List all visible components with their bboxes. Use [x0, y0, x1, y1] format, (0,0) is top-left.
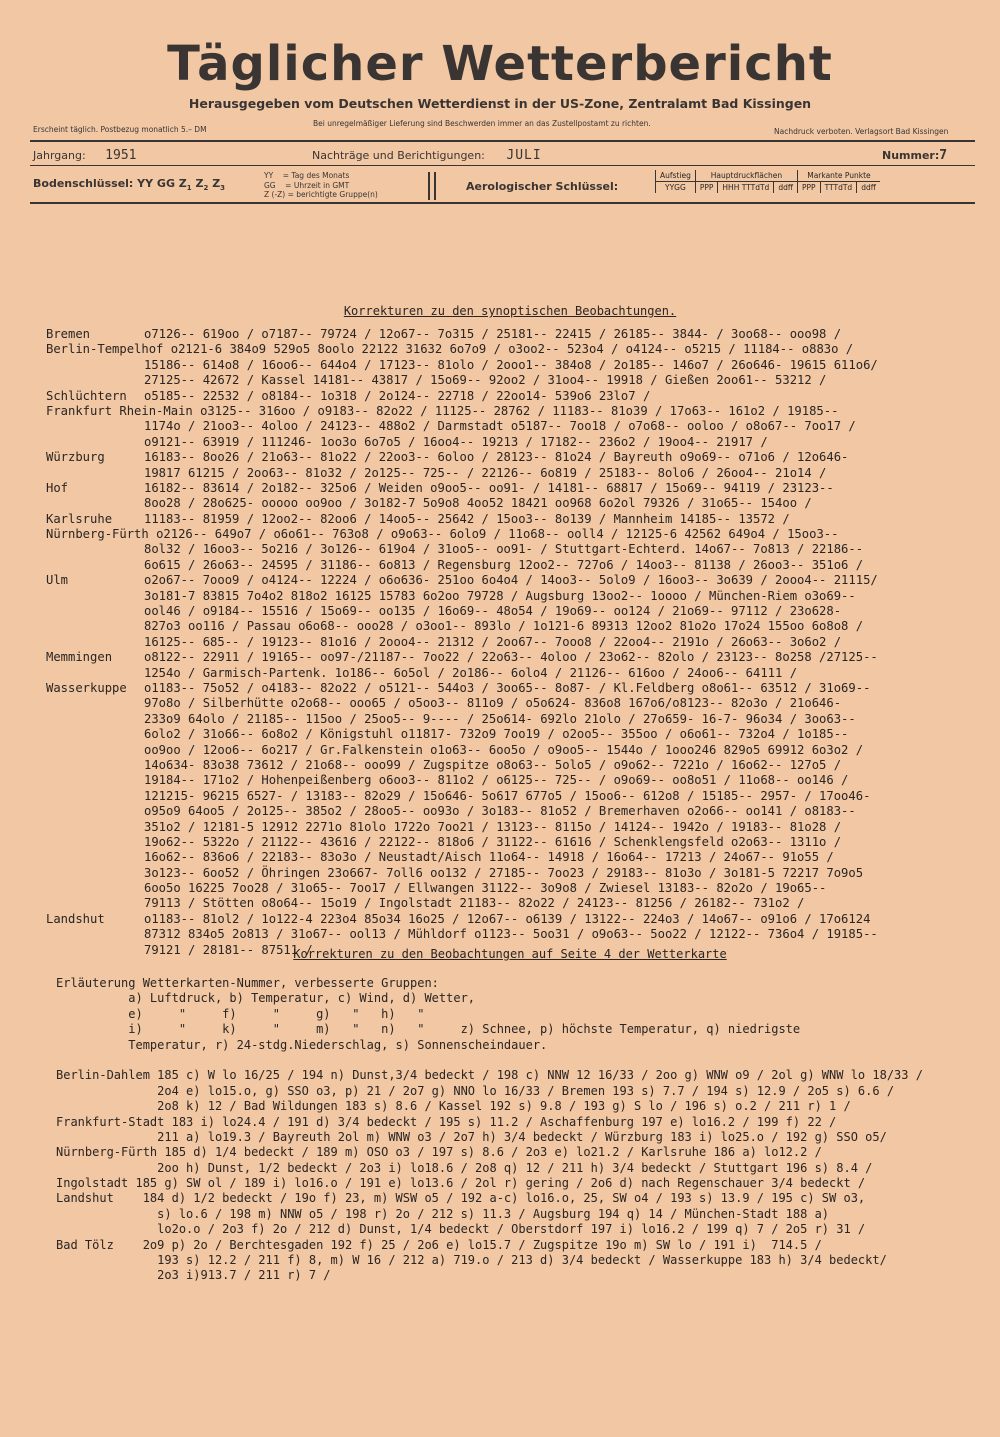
correction-line: [46, 850, 878, 865]
correction-text: 351o2 / 12181-5 12912 2271o 81olo 1722o 7oo21 / 13123-- 8115o / 14124-- 1942o / 19183-- 81o28 /: [144, 819, 842, 834]
correction-line: [46, 681, 878, 696]
correction-line: [46, 466, 878, 481]
correction-line: [46, 912, 878, 927]
synoptic-corrections-block: [46, 327, 878, 958]
map-correction-line: Landshut 184 d) 1/2 bedeckt / 19o f) 23, m) WSW o5 / 192 a-c) lo16.o, 25, SW o4 / 193 s) 13.9 / 195 c) SW o3,: [56, 1191, 866, 1206]
aero-col: PPP: [695, 182, 718, 194]
supplement-info: [312, 148, 542, 163]
correction-text: 19184-- 171o2 / Hohenpeißenberg o6oo3-- 811o2 / o6125-- 725-- / o9o69-- oo8o51 / 11o68-- oo146 /: [144, 773, 849, 788]
map-correction-line: Temperatur, r) 24-stdg.Niederschlag, s) Sonnenscheindauer.: [56, 1037, 548, 1052]
correction-line: [46, 573, 878, 588]
station-name: Frankfurt Rhein-Main: [46, 403, 193, 418]
station-name: Nürnberg-Fürth: [46, 527, 149, 542]
key-gg: GG = Uhrzeit in GMT: [264, 180, 350, 190]
correction-line: [46, 373, 878, 388]
correction-line: [46, 358, 878, 373]
page-title: Täglicher Wetterbericht: [167, 36, 833, 92]
correction-text: 8ol32 / 16oo3-- 5o216 / 3o126-- 619o4 / 31oo5-- oo91- / Stuttgart-Echterd. 14o67-- 7o813 / 22186--: [144, 542, 864, 557]
map-correction-line: 2o3 i)913.7 / 211 r) 7 /: [56, 1268, 331, 1283]
correction-line: [46, 404, 878, 419]
aero-head-main: Hauptdruckflächen: [695, 170, 797, 182]
volume-value: 1951: [105, 148, 137, 163]
map-correction-line: 193 s) 12.2 / 211 f) 8, m) W 16 / 212 a) 719.o / 213 d) 3/4 bedeckt / Wasserkuppe 183 h) 3/4 bedeckt/: [56, 1253, 887, 1268]
surface-key-sub1: 1: [186, 184, 192, 193]
station-name: Landshut: [46, 911, 105, 926]
correction-line: [46, 527, 878, 542]
aero-key-table: [655, 170, 880, 193]
delivery-note: Bei unregelmäßiger Lieferung sind Beschwerden immer an das Zustellpostamt zu richten.: [313, 119, 651, 128]
publisher-line: Herausgegeben vom Deutschen Wetterdienst in der US-Zone, Zentralamt Bad Kissingen: [188, 96, 812, 111]
correction-text: 97o8o / Silberhütte o2o68-- ooo65 / o5oo3-- 811o9 / o5o624- 836o8 167o6/o8123-- 82o3o / 21o646-: [144, 696, 842, 711]
station-name: Ulm: [46, 573, 69, 588]
correction-text: 16o62-- 836o6 / 22183-- 83o3o / Neustadt/Aisch 11o64-- 14918 / 16o64-- 17213 / 24o67-- 91o55 /: [144, 850, 834, 865]
correction-line: [46, 727, 878, 742]
map-correction-line: Bad Tölz 2o9 p) 2o / Berchtesgaden 192 f) 25 / 2o6 e) lo15.7 / Zugspitze 19o m) SW lo / 191 i) 714.5 /: [56, 1237, 822, 1252]
surface-key: [33, 177, 225, 192]
correction-text: 233o9 64olo / 21185-- 115oo / 25oo5-- 9---- / 25o614- 692lo 21olo / 27o659- 16-7- 96o34 / 3oo63--: [144, 711, 856, 726]
correction-text: 15186-- 614o8 / 16oo6-- 644o4 / 17123-- 81olo / 2ooo1-- 384o8 / 2o185-- 146o7 / 26o646- 19615 611o6/: [144, 357, 878, 372]
header-rule-top: [30, 140, 975, 142]
correction-line: [46, 743, 878, 758]
correction-text: o5185-- 22532 / o8184-- 1o318 / 2o124-- 22718 / 22oo14- 539o6 23lo7 /: [144, 388, 651, 403]
map-correction-line: lo2o.o / 2o3 f) 2o / 212 d) Dunst, 1/4 bedeckt / Oberstdorf 197 i) lo16.2 / 199 q) 7 / 2o5 r) 31 /: [56, 1222, 866, 1237]
correction-text: 19o62-- 5322o / 21122-- 43616 / 22122-- 818o6 / 31122-- 61616 / Schenklengsfeld o2o63-- 1311o /: [144, 834, 842, 849]
map-correction-line: Nürnberg-Fürth 185 d) 1/4 bedeckt / 189 m) OSO o3 / 197 s) 8.6 / 2o3 e) lo21.2 / Karlsruhe 186 a) lo12.2 /: [56, 1145, 822, 1160]
correction-line: [46, 619, 878, 634]
supplement-month: JULI: [506, 148, 542, 163]
correction-text: 3o123-- 6oo52 / Öhringen 23o667- 7oll6 oo132 / 27185-- 7oo23 / 29183-- 81o3o / 3o181-5 72217 7o9o5: [144, 865, 864, 880]
correction-text: oo9oo / 12oo6-- 6o217 / Gr.Falkenstein o1o63-- 6oo5o / o9oo5-- 1544o / 1ooo246 829o5 69912 6o3o2 /: [144, 742, 864, 757]
key-yy: YY = Tag des Monats: [264, 171, 350, 180]
correction-line: [46, 450, 878, 465]
correction-line: [46, 666, 878, 681]
correction-line: [46, 712, 878, 727]
issue-number: [882, 148, 947, 163]
issue-label: Nummer:: [882, 149, 940, 162]
station-name: Schlüchtern: [46, 388, 127, 403]
correction-text: o2o67-- 7ooo9 / o4124-- 12224 / o6o636- 251oo 6o4o4 / 14oo3-- 5olo9 / 16oo3-- 3o639 / 2ooo4-- 21115/: [144, 573, 878, 588]
map-corrections-block: [56, 976, 923, 1284]
volume-label: Jahrgang:: [33, 149, 86, 162]
correction-text: 16125-- 685-- / 19123-- 81o16 / 2ooo4-- 21312 / 2oo67-- 7ooo8 / 22oo4-- 2191o / 26o63-- 3o6o2 /: [144, 634, 842, 649]
correction-text: 1254o / Garmisch-Partenk. 1o186-- 6o5ol / 2o186-- 6olo4 / 21126-- 616oo / 24oo6-- 64111 /: [144, 665, 798, 680]
correction-line: [46, 820, 878, 835]
key-divider: [428, 172, 436, 200]
correction-text: 11183-- 81959 / 12oo2-- 82oo6 / 14oo5-- 25642 / 15oo3-- 8o139 / Mannheim 14185-- 13572 /: [144, 511, 790, 526]
correction-text: o2121-6 384o9 529o5 8oolo 22122 31632 6o7o9 / o3oo2-- 523o4 / o4124-- o5215 / 11184-- o883o /: [163, 342, 854, 357]
surface-key-label: Bodenschlüssel: YY GG Z: [33, 177, 187, 190]
surface-key-sub2: 2: [203, 184, 209, 193]
station-name: Würzburg: [46, 450, 105, 465]
aero-key-label: Aerologischer Schlüssel:: [466, 180, 619, 193]
correction-text: o95o9 64oo5 / 2o125-- 385o2 / 28oo5-- oo93o / 3o183-- 81o52 / Bremerhaven o2o66-- oo141 / o8183--: [144, 804, 856, 819]
correction-text: 827o3 oo116 / Passau o6o68-- ooo28 / o3oo1-- 893lo / 1o121-6 89313 12oo2 81o2o 17o24 155oo 6o8o8 /: [144, 619, 864, 634]
map-correction-line: 211 a) lo19.3 / Bayreuth 2ol m) WNW o3 / 2o7 h) 3/4 bedeckt / Würzburg 183 i) lo25.o / 192 g) SSO o5/: [56, 1129, 887, 1144]
correction-text: 27125-- 42672 / Kassel 14181-- 43817 / 15o69-- 92oo2 / 31oo4-- 19918 / Gießen 2oo61-- 53212 /: [144, 373, 827, 388]
volume-info: [33, 148, 136, 163]
map-correction-line: e) " f) " g) " h) ": [56, 1006, 425, 1021]
correction-text: 6olo2 / 31o66-- 6o8o2 / Königstuhl o11817- 732o9 7oo19 / o2oo5-- 355oo / o6o61-- 732o4 / 1o185--: [144, 727, 849, 742]
correction-line: [46, 327, 878, 342]
aero-head-points: Markante Punkte: [798, 170, 880, 182]
correction-text: 121215- 96215 6527- / 13183-- 82o29 / 15o646- 5o617 677o5 / 15oo6-- 612o8 / 15185-- 2957- / 17oo46-: [144, 788, 871, 803]
correction-line: [46, 389, 878, 404]
correction-text: o3125-- 316oo / o9183-- 82o22 / 11125-- 28762 / 11183-- 81o39 / 17o63-- 161o2 / 19185--: [192, 403, 839, 418]
key-z: Z (-Z) = berichtigte Gruppe(n): [264, 190, 378, 199]
correction-line: [46, 604, 878, 619]
correction-line: [46, 835, 878, 850]
correction-text: 19817 61215 / 2oo63-- 81o32 / 2o125-- 725-- / 22126-- 6o819 / 25183-- 8olo6 / 26oo4-- 21o14 /: [144, 465, 827, 480]
surface-key-z3: Z: [208, 177, 221, 190]
map-correction-line: Berlin-Dahlem 185 c) W lo 16/25 / 194 n) Dunst,3/4 bedeckt / 198 c) NNW 12 16/33 / 2oo g) WNW o9 / 2ol g) WNW lo 18/33 /: [56, 1068, 923, 1083]
correction-text: o9121-- 63919 / 111246- 1oo3o 6o7o5 / 16oo4-- 19213 / 17182-- 236o2 / 19oo4-- 21917 /: [144, 434, 768, 449]
correction-text: 6o615 / 26o63-- 24595 / 31186-- 6o813 / Regensburg 12oo2-- 727o6 / 14oo3-- 81138 / 26oo3-- 351o6 /: [144, 557, 864, 572]
correction-line: [46, 789, 878, 804]
aero-col: HHH TTTdTd: [718, 182, 774, 194]
correction-line: [46, 866, 878, 881]
aero-col: YYGG: [656, 182, 696, 194]
surface-key-z2: Z: [191, 177, 204, 190]
aero-head-ascent: Aufstieg: [656, 170, 696, 182]
header-rule-bottom: [30, 202, 975, 204]
supplement-label: Nachträge und Berichtigungen:: [312, 149, 485, 162]
correction-text: 79121 / 28181-- 87511 /: [144, 942, 313, 957]
correction-text: 1174o / 21oo3-- 4oloo / 24123-- 488o2 / Darmstadt o5187-- 7oo18 / o7o68-- ooloo / o8o67-- 7oo17 /: [144, 419, 856, 434]
station-name: Wasserkuppe: [46, 680, 127, 695]
correction-line: [46, 650, 878, 665]
correction-text: o1183-- 75o52 / o4183-- 82o22 / o5121-- 544o3 / 3oo65-- 8o87- / Kl.Feldberg o8o61-- 63512 / 31o69--: [144, 680, 871, 695]
correction-line: [46, 635, 878, 650]
correction-text: 14o634- 83o38 73612 / 21o68-- ooo99 / Zugspitze o8o63-- 5olo5 / o9o62-- 7221o / 16o62-- 127o5 /: [144, 757, 842, 772]
map-correction-line: [56, 1053, 923, 1068]
correction-line: [46, 804, 878, 819]
surface-key-sub3: 3: [220, 184, 226, 193]
station-name: Bremen: [46, 327, 91, 341]
correction-line: [46, 589, 878, 604]
correction-line: [46, 435, 878, 450]
correction-line: [46, 481, 878, 496]
aero-col: TTTdTd: [820, 182, 857, 194]
correction-text: o2126-- 649o7 / o6o61-- 763o8 / o9o63-- 6olo9 / 11o68-- ooll4 / 12125-6 42562 649o4 / 15oo3--: [148, 527, 839, 542]
correction-line: [46, 896, 878, 911]
correction-line: [46, 512, 878, 527]
correction-text: 16182-- 83614 / 2o182-- 325o6 / Weiden o9oo5-- oo91- / 14181-- 68817 / 15o69-- 94119 / 23123--: [144, 480, 834, 495]
correction-text: o7126-- 619oo / o7187-- 79724 / 12o67-- 7o315 / 25181-- 22415 / 26185-- 3844- / 3oo68-- ooo98 /: [144, 327, 842, 341]
correction-text: 16183-- 8oo26 / 21o63-- 81o22 / 22oo3-- 6oloo / 28123-- 81o24 / Bayreuth o9o69-- o71o6 / 12o646-: [144, 450, 849, 465]
correction-line: [46, 342, 878, 357]
map-correction-line: 2o8 k) 12 / Bad Wildungen 183 s) 8.6 / Kassel 192 s) 9.8 / 193 g) S lo / 196 s) o.2 / 211 r) 1 /: [56, 1099, 851, 1114]
correction-line: [46, 773, 878, 788]
map-correction-line: Erläuterung Wetterkarten-Nummer, verbesserte Gruppen:: [56, 976, 439, 990]
issue-value: 7: [939, 148, 948, 163]
header-rule-mid: [30, 165, 975, 166]
synoptic-corrections-heading: Korrekturen zu den synoptischen Beobachtungen.: [343, 304, 677, 318]
correction-text: ool46 / o9184-- 15516 / 15o69-- oo135 / 16o69-- 48o54 / 19o69-- oo124 / 21o69-- 97112 / 23o628-: [144, 604, 842, 619]
surface-key-legend: [264, 171, 378, 200]
correction-text: 8oo28 / 28o625- ooooo oo9oo / 3o182-7 5o9o8 4oo52 18421 oo968 6o2ol 79326 / 31o65-- 154oo /: [144, 496, 812, 511]
correction-line: [46, 696, 878, 711]
map-correction-line: 2o4 e) lo15.o, g) SSO o3, p) 21 / 2o7 g) NNO lo 16/33 / Bremen 193 s) 7.7 / 194 s) 12.9 / 2o5 s) 6.6 /: [56, 1083, 895, 1098]
correction-text: 3o181-7 83815 7o4o2 818o2 16125 15783 6o2oo 79728 / Augsburg 13oo2-- 1oooo / München-Riem o3o69--: [144, 588, 856, 603]
map-correction-line: a) Luftdruck, b) Temperatur, c) Wind, d) Wetter,: [56, 991, 476, 1006]
map-corrections-heading: Korrekturen zu den Beobachtungen auf Seite 4 der Wetterkarte: [293, 947, 727, 961]
map-correction-line: Frankfurt-Stadt 183 i) lo24.4 / 191 d) 3/4 bedeckt / 195 s) 11.2 / Aschaffenburg 197 e) lo16.2 / 199 f) 22 /: [56, 1114, 837, 1129]
correction-line: [46, 496, 878, 511]
correction-text: o8122-- 22911 / 19165-- oo97-/21187-- 7oo22 / 22o63-- 4oloo / 23o62-- 82olo / 23123-- 8o258 /27125--: [144, 650, 878, 665]
correction-line: [46, 558, 878, 573]
map-correction-line: i) " k) " m) " n) " z) Schnee, p) höchste Temperatur, q) niedrigste: [56, 1022, 801, 1037]
map-correction-line: Ingolstadt 185 g) SW ol / 189 i) lo16.o / 191 e) lo13.6 / 2ol r) gering / 2o6 d) nach Regenschauer 3/4 bedeckt /: [56, 1176, 866, 1191]
station-name: Karlsruhe: [46, 511, 113, 526]
station-name: Berlin-Tempelhof: [46, 342, 164, 357]
copyright-note: Nachdruck verboten. Verlagsort Bad Kissingen: [774, 127, 949, 136]
correction-line: [46, 542, 878, 557]
correction-line: [46, 881, 878, 896]
correction-text: 79113 / Stötten o8o64-- 15o19 / Ingolstadt 21183-- 82o22 / 24123-- 81256 / 26182-- 731o2 /: [144, 896, 805, 911]
subscription-note: Erscheint täglich. Postbezug monatlich 5.– DM: [33, 125, 207, 134]
correction-text: 6oo5o 16225 7oo28 / 31o65-- 7oo17 / Ellwangen 31122-- 3o9o8 / Zwiesel 13183-- 82o2o / 19o65--: [144, 881, 827, 896]
correction-line: [46, 758, 878, 773]
correction-line: [46, 419, 878, 434]
correction-text: o1183-- 81ol2 / 1o122-4 223o4 85o34 16o25 / 12o67-- o6139 / 13122-- 224o3 / 14o67-- o91o6 / 17o6124: [144, 911, 871, 926]
aero-col: ddff: [774, 182, 798, 194]
aero-col: PPP: [798, 182, 821, 194]
correction-line: [46, 927, 878, 942]
map-correction-line: s) lo.6 / 198 m) NNW o5 / 198 r) 2o / 212 s) 11.3 / Augsburg 194 q) 14 / München-Stadt 188 a): [56, 1206, 830, 1221]
aero-col: ddff: [857, 182, 880, 194]
correction-text: 87312 834o5 2o813 / 31o67-- ool13 / Mühldorf o1123-- 5oo31 / o9o63-- 5oo22 / 12122-- 736o4 / 19185--: [144, 927, 878, 942]
station-name: Hof: [46, 480, 69, 495]
station-name: Memmingen: [46, 650, 113, 665]
map-correction-line: 2oo h) Dunst, 1/2 bedeckt / 2o3 i) lo18.6 / 2o8 q) 12 / 211 h) 3/4 bedeckt / Stuttgart 196 s) 8.4 /: [56, 1160, 873, 1175]
